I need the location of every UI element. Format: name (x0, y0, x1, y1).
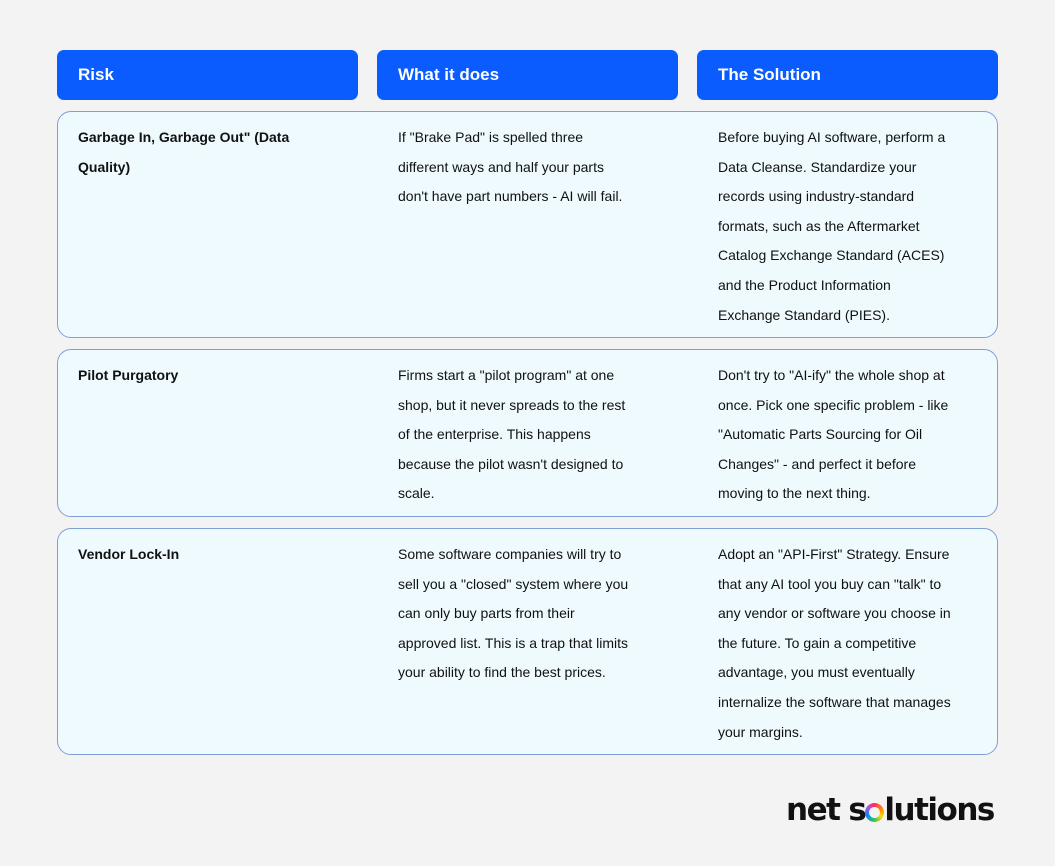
header-risk: Risk (57, 50, 358, 100)
logo-text-s: s (848, 792, 866, 828)
header-what-it-does: What it does (377, 50, 678, 100)
solution-cell: Before buying AI software, perform a Data Cleanse. Standardize your records using industry-standard formats, such as the Aftermarket Catalog Exchange Standard (ACES) and the Product Information Exchange Standard (PIES). (718, 129, 946, 323)
table-row (57, 528, 998, 755)
what-it-does-cell: If "Brake Pad" is spelled three different ways and half your parts don't have part numbers - AI will fail. (398, 129, 623, 205)
solution-cell: Adopt an "API-First" Strategy. Ensure that any AI tool you buy can "talk" to any vendor or software you choose in the future. To gain a competitive advantage, you must eventually internalize the software that manages your margins. (718, 546, 951, 740)
logo-text-net: net (786, 792, 840, 828)
logo-text-lutions: lutions (884, 792, 994, 828)
risk-cell: Vendor Lock-In (78, 546, 180, 562)
rainbow-ring-o-icon (865, 803, 884, 822)
table-header-row (57, 50, 998, 100)
what-it-does-cell: Some software companies will try to sell you a "closed" system where you can only buy parts from their approved list. This is a trap that limits your ability to find the best prices. (398, 546, 629, 681)
what-it-does-cell: Firms start a "pilot program" at one shop, but it never spreads to the rest of the enterprise. This happens because the pilot wasn't designed to scale. (398, 367, 626, 502)
net-solutions-logo (786, 788, 994, 832)
table-row (57, 349, 998, 517)
solution-cell: Don't try to "AI-ify" the whole shop at once. Pick one specific problem - like "Automatic Parts Sourcing for Oil Changes" - and perfect it before moving to the next thing. (718, 367, 949, 502)
header-the-solution: The Solution (697, 50, 998, 100)
table-row (57, 111, 998, 338)
risk-cell: Garbage In, Garbage Out" (Data Quality) (78, 129, 290, 175)
risk-cell: Pilot Purgatory (78, 367, 179, 383)
